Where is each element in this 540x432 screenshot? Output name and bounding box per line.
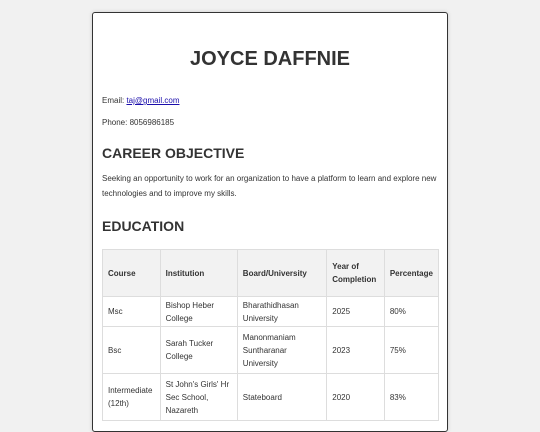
cell-institution: Sarah Tucker College — [160, 327, 237, 374]
cell-year: 2020 — [327, 374, 385, 421]
column-header-year: Year of Completion — [327, 250, 385, 297]
cell-year: 2025 — [327, 297, 385, 327]
email-line — [102, 95, 438, 107]
table-row — [103, 297, 439, 327]
cell-percentage: 83% — [384, 374, 438, 421]
column-header-percentage: Percentage — [384, 250, 438, 297]
cell-course: Intermediate (12th) — [103, 374, 161, 421]
cell-board: Manonmaniam Suntharanar University — [237, 327, 326, 374]
email-link[interactable]: taj@gmail.com — [126, 96, 180, 105]
cell-board: Stateboard — [237, 374, 326, 421]
email-label: Email: — [102, 96, 127, 105]
career-objective-text: Seeking an opportunity to work for an organization to have a platform to learn and explore new technologies and to improve my skills. — [102, 174, 437, 198]
education-heading: EDUCATION — [102, 218, 185, 234]
column-header-institution: Institution — [160, 250, 237, 297]
education-table — [102, 249, 439, 421]
cell-year: 2023 — [327, 327, 385, 374]
career-objective-heading: CAREER OBJECTIVE — [102, 145, 245, 161]
table-row — [103, 374, 439, 421]
candidate-name: JOYCE DAFFNIE — [189, 48, 351, 70]
phone-line: Phone: 8056986185 — [102, 118, 175, 127]
column-header-course: Course — [103, 250, 161, 297]
column-header-board: Board/University — [237, 250, 326, 297]
cell-institution: St John's Girls' Hr Sec School, Nazareth — [160, 374, 237, 421]
table-header-row — [103, 250, 439, 297]
table-row — [103, 327, 439, 374]
cell-institution: Bishop Heber College — [160, 297, 237, 327]
cell-course: Bsc — [103, 327, 161, 374]
resume-page — [92, 12, 448, 432]
cell-course: Msc — [103, 297, 161, 327]
cell-board: Bharathidhasan University — [237, 297, 326, 327]
cell-percentage: 75% — [384, 327, 438, 374]
cell-percentage: 80% — [384, 297, 438, 327]
